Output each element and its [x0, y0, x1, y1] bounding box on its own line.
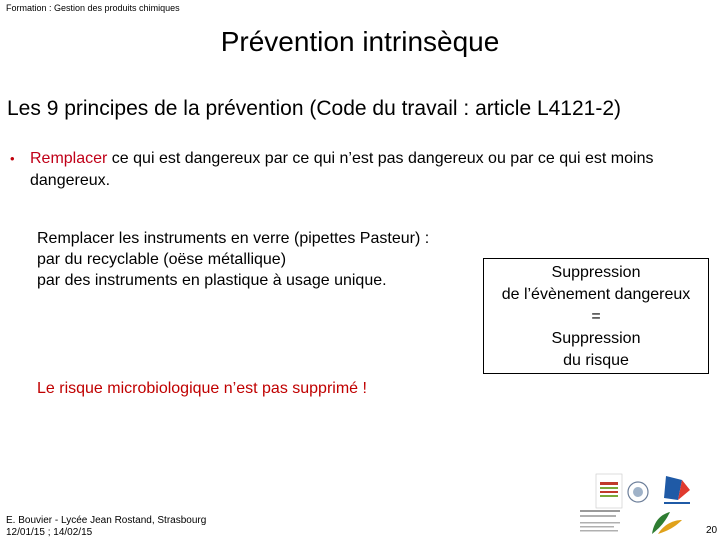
bullet-marker: • — [10, 151, 15, 166]
box-line: Suppression — [551, 330, 641, 347]
tredi-logo — [652, 512, 700, 534]
region-alsace-logo — [664, 476, 690, 504]
footer-dates: 12/01/15 ; 14/02/15 — [6, 527, 93, 538]
emblem-logo — [628, 482, 648, 502]
footer-author: E. Bouvier - Lycée Jean Rostand, Strasbourg — [6, 515, 207, 526]
academie-strasbourg-logo — [596, 474, 622, 508]
bullet-body: ce qui est dangereux par ce qui n’est pas dangereux ou par ce qui est moins dangereux. — [30, 150, 654, 189]
box-line: du risque — [563, 352, 629, 369]
example-block — [37, 228, 497, 291]
partner-logos — [578, 470, 704, 538]
example-line: par du recyclable (oëse métallique) — [37, 251, 287, 268]
footer — [6, 515, 206, 539]
slide-title: Prévention intrinsèque — [220, 26, 500, 57]
example-line: par des instruments en plastique à usage unique. — [37, 272, 387, 289]
box-line: = — [591, 308, 601, 325]
box-line: Suppression — [551, 264, 641, 281]
page-number: 20 — [706, 525, 718, 536]
header-note: Formation : Gestion des produits chimiques — [6, 3, 180, 13]
warning-text: Le risque microbiologique n’est pas supprimé ! — [37, 380, 367, 397]
example-line: Remplacer les instruments en verre (pipettes Pasteur) : — [37, 230, 430, 247]
slide-subtitle: Les 9 principes de la prévention (Code du travail : article L4121-2) — [7, 97, 622, 120]
box-line: de l’évènement dangereux — [501, 286, 691, 303]
bullet-principle — [30, 148, 710, 192]
bullet-highlight: Remplacer — [30, 150, 108, 167]
ministry-logo — [580, 510, 620, 532]
conclusion-box — [483, 258, 709, 374]
